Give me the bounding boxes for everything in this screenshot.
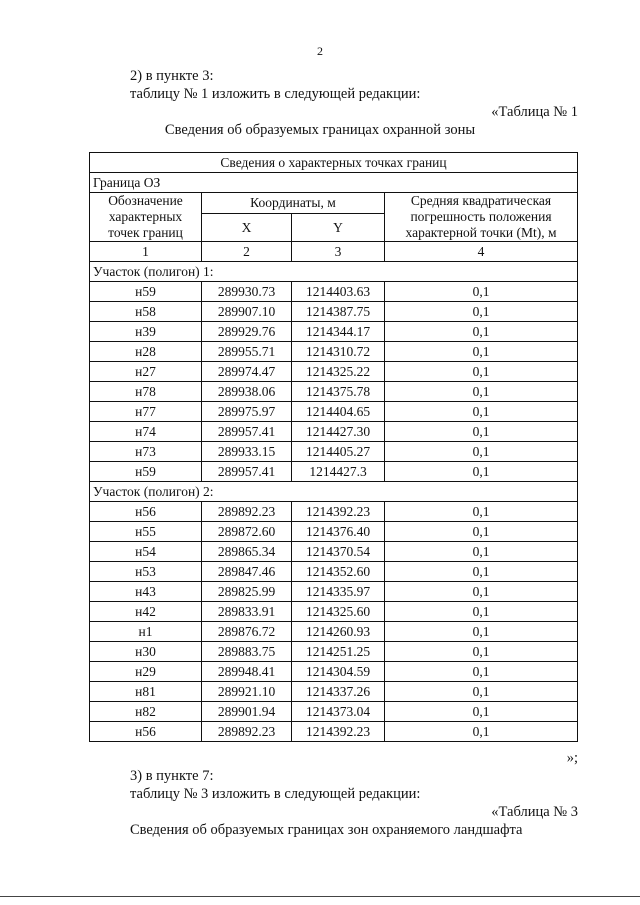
parcel-row	[90, 262, 578, 282]
mt-error-cell: 0,1	[385, 442, 578, 462]
amendment-instruction-3: таблицу № 3 изложить в следующей редакции:	[130, 786, 421, 802]
x-coord-cell: 289930.73	[202, 282, 292, 302]
column-number-row	[90, 242, 578, 262]
boundary-row	[90, 173, 578, 193]
col-designation-header: Обозначение характерных точек границ	[90, 193, 202, 242]
point-name-cell: н30	[90, 642, 202, 662]
y-coord-cell: 1214373.04	[292, 702, 385, 722]
table-1-tag: «Таблица № 1	[491, 104, 578, 120]
table-row	[90, 662, 578, 682]
table-closing-mark: »;	[566, 750, 578, 766]
table-row	[90, 642, 578, 662]
y-coord-cell: 1214325.22	[292, 362, 385, 382]
table-row	[90, 342, 578, 362]
amendment-item-3: 2) в пункте 3:	[130, 68, 214, 84]
point-name-cell: н42	[90, 602, 202, 622]
boundary-points-table	[89, 152, 578, 742]
mt-error-cell: 0,1	[385, 502, 578, 522]
mt-error-cell: 0,1	[385, 582, 578, 602]
col-num-2: 2	[202, 242, 292, 262]
point-name-cell: н77	[90, 402, 202, 422]
mt-error-cell: 0,1	[385, 602, 578, 622]
mt-error-cell: 0,1	[385, 542, 578, 562]
mt-error-cell: 0,1	[385, 522, 578, 542]
x-coord-cell: 289929.76	[202, 322, 292, 342]
mt-error-cell: 0,1	[385, 682, 578, 702]
table-row	[90, 422, 578, 442]
point-name-cell: н28	[90, 342, 202, 362]
x-coord-cell: 289933.15	[202, 442, 292, 462]
x-coord-cell: 289975.97	[202, 402, 292, 422]
table-row	[90, 722, 578, 742]
col-num-4: 4	[385, 242, 578, 262]
x-coord-cell: 289907.10	[202, 302, 292, 322]
parcel-label: Участок (полигон) 1:	[90, 262, 578, 282]
mt-error-cell: 0,1	[385, 302, 578, 322]
amendment-instruction-1: таблицу № 1 изложить в следующей редакции:	[130, 86, 421, 102]
x-coord-cell: 289876.72	[202, 622, 292, 642]
x-coord-cell: 289825.99	[202, 582, 292, 602]
table-caption: Сведения о характерных точках границ	[90, 153, 578, 173]
y-coord-cell: 1214344.17	[292, 322, 385, 342]
y-coord-cell: 1214376.40	[292, 522, 385, 542]
y-coord-cell: 1214404.65	[292, 402, 385, 422]
point-name-cell: н53	[90, 562, 202, 582]
table-row	[90, 362, 578, 382]
table-row	[90, 622, 578, 642]
x-coord-cell: 289957.41	[202, 422, 292, 442]
point-name-cell: н39	[90, 322, 202, 342]
x-coord-cell: 289921.10	[202, 682, 292, 702]
table-3-tag: «Таблица № 3	[491, 804, 578, 820]
page-number: 2	[317, 44, 323, 58]
x-coord-cell: 289865.34	[202, 542, 292, 562]
table-row	[90, 602, 578, 622]
y-coord-cell: 1214325.60	[292, 602, 385, 622]
y-coord-cell: 1214352.60	[292, 562, 385, 582]
x-coord-cell: 289872.60	[202, 522, 292, 542]
table-row	[90, 502, 578, 522]
col-y-header: Y	[292, 213, 385, 241]
table-row	[90, 442, 578, 462]
col-error-header: Средняя квадратическая погрешность положения характерной точки (Mt), м	[385, 193, 578, 242]
point-name-cell: н1	[90, 622, 202, 642]
y-coord-cell: 1214260.93	[292, 622, 385, 642]
table-row	[90, 402, 578, 422]
table-row	[90, 322, 578, 342]
mt-error-cell: 0,1	[385, 282, 578, 302]
x-coord-cell: 289833.91	[202, 602, 292, 622]
point-name-cell: н59	[90, 462, 202, 482]
table-1-title: Сведения об образуемых границах охранной зоны	[164, 122, 476, 138]
mt-error-cell: 0,1	[385, 362, 578, 382]
point-name-cell: н78	[90, 382, 202, 402]
page-bottom-rule	[0, 896, 640, 897]
table-row	[90, 562, 578, 582]
point-name-cell: н58	[90, 302, 202, 322]
table-row	[90, 702, 578, 722]
table-row	[90, 462, 578, 482]
point-name-cell: н54	[90, 542, 202, 562]
y-coord-cell: 1214427.3	[292, 462, 385, 482]
amendment-item-7: 3) в пункте 7:	[130, 768, 214, 784]
mt-error-cell: 0,1	[385, 722, 578, 742]
mt-error-cell: 0,1	[385, 642, 578, 662]
table-row	[90, 582, 578, 602]
point-name-cell: н43	[90, 582, 202, 602]
y-coord-cell: 1214392.23	[292, 502, 385, 522]
y-coord-cell: 1214310.72	[292, 342, 385, 362]
parcel-row	[90, 482, 578, 502]
mt-error-cell: 0,1	[385, 562, 578, 582]
x-coord-cell: 289974.47	[202, 362, 292, 382]
y-coord-cell: 1214427.30	[292, 422, 385, 442]
point-name-cell: н74	[90, 422, 202, 442]
x-coord-cell: 289901.94	[202, 702, 292, 722]
table-row	[90, 682, 578, 702]
table-row	[90, 302, 578, 322]
y-coord-cell: 1214304.59	[292, 662, 385, 682]
mt-error-cell: 0,1	[385, 402, 578, 422]
boundary-label: Граница ОЗ	[90, 173, 578, 193]
y-coord-cell: 1214251.25	[292, 642, 385, 662]
y-coord-cell: 1214335.97	[292, 582, 385, 602]
mt-error-cell: 0,1	[385, 322, 578, 342]
point-name-cell: н27	[90, 362, 202, 382]
x-coord-cell: 289955.71	[202, 342, 292, 362]
y-coord-cell: 1214387.75	[292, 302, 385, 322]
y-coord-cell: 1214370.54	[292, 542, 385, 562]
x-coord-cell: 289957.41	[202, 462, 292, 482]
col-num-3: 3	[292, 242, 385, 262]
mt-error-cell: 0,1	[385, 662, 578, 682]
table-row	[90, 282, 578, 302]
point-name-cell: н29	[90, 662, 202, 682]
table-caption-row	[90, 153, 578, 173]
point-name-cell: н56	[90, 722, 202, 742]
x-coord-cell: 289847.46	[202, 562, 292, 582]
col-x-header: X	[202, 213, 292, 241]
table-row	[90, 382, 578, 402]
table-row	[90, 542, 578, 562]
table-row	[90, 522, 578, 542]
x-coord-cell: 289948.41	[202, 662, 292, 682]
x-coord-cell: 289883.75	[202, 642, 292, 662]
x-coord-cell: 289938.06	[202, 382, 292, 402]
point-name-cell: н56	[90, 502, 202, 522]
parcel-label: Участок (полигон) 2:	[90, 482, 578, 502]
point-name-cell: н81	[90, 682, 202, 702]
point-name-cell: н55	[90, 522, 202, 542]
col-num-1: 1	[90, 242, 202, 262]
col-coords-header: Координаты, м	[202, 193, 385, 214]
mt-error-cell: 0,1	[385, 422, 578, 442]
y-coord-cell: 1214337.26	[292, 682, 385, 702]
y-coord-cell: 1214405.27	[292, 442, 385, 462]
y-coord-cell: 1214392.23	[292, 722, 385, 742]
point-name-cell: н73	[90, 442, 202, 462]
table-3-title: Сведения об образуемых границах зон охраняемого ландшафта	[130, 822, 523, 838]
y-coord-cell: 1214375.78	[292, 382, 385, 402]
x-coord-cell: 289892.23	[202, 502, 292, 522]
mt-error-cell: 0,1	[385, 622, 578, 642]
header-row-1	[90, 193, 578, 214]
mt-error-cell: 0,1	[385, 462, 578, 482]
mt-error-cell: 0,1	[385, 702, 578, 722]
mt-error-cell: 0,1	[385, 342, 578, 362]
point-name-cell: н82	[90, 702, 202, 722]
x-coord-cell: 289892.23	[202, 722, 292, 742]
y-coord-cell: 1214403.63	[292, 282, 385, 302]
point-name-cell: н59	[90, 282, 202, 302]
mt-error-cell: 0,1	[385, 382, 578, 402]
